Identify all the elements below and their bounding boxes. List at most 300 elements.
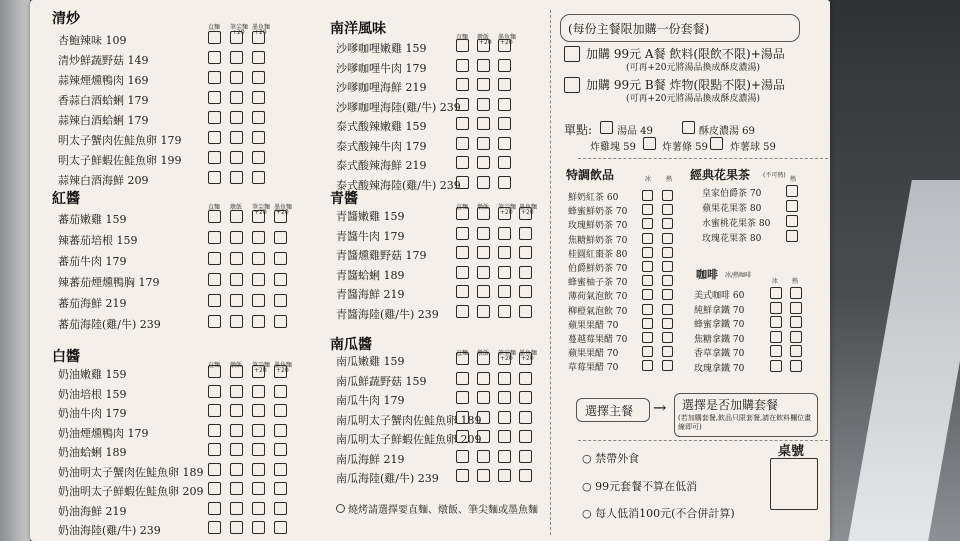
menu-item: 南瓜嫩雞 159 [336, 355, 405, 368]
item-checkbox[interactable] [252, 443, 265, 456]
item-checkbox[interactable] [208, 31, 221, 44]
item-checkbox[interactable] [230, 521, 243, 534]
menu-item: 青醬嫩雞 159 [336, 210, 405, 223]
column-header: 燉飯 [477, 204, 490, 211]
item-checkbox[interactable] [477, 98, 490, 111]
item-checkbox[interactable] [498, 39, 511, 52]
item-checkbox[interactable] [477, 391, 490, 404]
item-checkbox[interactable] [208, 443, 221, 456]
menu-item: 蕃茄海陸(雞/牛) 239 [58, 318, 161, 331]
item-checkbox[interactable] [456, 176, 469, 189]
item-checkbox[interactable] [477, 117, 490, 130]
item-checkbox[interactable] [230, 91, 243, 104]
drink-ice-checkbox[interactable] [642, 318, 653, 329]
item-checkbox[interactable] [208, 482, 221, 495]
item-checkbox[interactable] [252, 111, 265, 124]
drink-ice-checkbox[interactable] [642, 275, 653, 286]
item-checkbox[interactable] [456, 450, 469, 463]
item-checkbox[interactable] [456, 372, 469, 385]
drink-ice-checkbox[interactable] [642, 261, 653, 272]
drink-hot-checkbox[interactable] [662, 275, 673, 286]
drinks-title: 特調飲品 [566, 168, 615, 182]
footnote-circle-icon [336, 504, 345, 513]
item-checkbox[interactable] [230, 51, 243, 64]
menu-item: 南瓜明太子鮮蝦佐鮭魚卵 209 [336, 433, 482, 446]
item-checkbox[interactable] [208, 424, 221, 437]
item-checkbox[interactable] [498, 117, 511, 130]
coffee-ice-checkbox[interactable] [770, 287, 782, 299]
item-checkbox[interactable] [208, 273, 221, 286]
item-checkbox[interactable] [519, 391, 532, 404]
item-checkbox[interactable] [274, 315, 287, 328]
column-header-surcharge: +20 [521, 209, 534, 216]
coffee-ice-checkbox[interactable] [770, 316, 782, 328]
column-header-surcharge: +20 [254, 367, 267, 374]
item-checkbox[interactable] [208, 111, 221, 124]
coffee-ice-checkbox[interactable] [770, 345, 782, 357]
item-checkbox[interactable] [252, 521, 265, 534]
item-checkbox[interactable] [274, 463, 287, 476]
item-checkbox[interactable] [519, 450, 532, 463]
menu-item: 辣蕃茄煙燻鴨胸 179 [58, 276, 160, 289]
menu-item: 奶油海陸(雞/牛) 239 [58, 524, 161, 537]
single-pastry-soup-checkbox[interactable] [682, 121, 695, 134]
item-checkbox[interactable] [252, 385, 265, 398]
item-checkbox[interactable] [230, 231, 243, 244]
single-soup-checkbox[interactable] [600, 121, 613, 134]
item-checkbox[interactable] [498, 305, 511, 318]
menu-item: 蒜辣煙燻鴨肉 169 [58, 74, 149, 87]
item-checkbox[interactable] [208, 210, 221, 223]
coffee-hot-checkbox[interactable] [790, 345, 802, 357]
item-checkbox[interactable] [477, 411, 490, 424]
item-checkbox[interactable] [519, 372, 532, 385]
column-header: 直麵 [208, 362, 221, 369]
coffee-hot-checkbox[interactable] [790, 331, 802, 343]
item-checkbox[interactable] [252, 91, 265, 104]
item-checkbox[interactable] [252, 502, 265, 515]
item-checkbox[interactable] [519, 285, 532, 298]
tea-hot-checkbox[interactable] [786, 185, 798, 197]
menu-item: 青醬海陸(雞/牛) 239 [336, 307, 439, 321]
item-checkbox[interactable] [208, 91, 221, 104]
item-checkbox[interactable] [519, 469, 532, 482]
item-checkbox[interactable] [498, 372, 511, 385]
menu-item: 泰式酸辣海鮮 219 [336, 159, 427, 172]
drink-ice-checkbox[interactable] [642, 360, 653, 371]
item-checkbox[interactable] [498, 137, 511, 150]
tea-col-hot: 熱 [790, 176, 797, 183]
item-checkbox[interactable] [252, 424, 265, 437]
tea-hot-checkbox[interactable] [786, 200, 798, 212]
drink-ice-checkbox[interactable] [642, 204, 653, 215]
item-checkbox[interactable] [252, 273, 265, 286]
menu-item: 泰式酸辣牛肉 179 [336, 139, 427, 153]
item-checkbox[interactable] [274, 443, 287, 456]
item-checkbox[interactable] [498, 227, 511, 240]
item-checkbox[interactable] [456, 207, 469, 220]
drink-item: 玫瑰鮮奶茶 70 [568, 221, 628, 232]
menu-item: 香蒜白酒蛤蜊 179 [58, 94, 149, 107]
coffee-hot-checkbox[interactable] [790, 302, 802, 314]
menu-item: 奶油蛤蜊 189 [58, 446, 127, 459]
item-checkbox[interactable] [208, 171, 221, 184]
tea-item: 水蜜桃花果茶 80 [702, 219, 771, 229]
item-checkbox[interactable] [498, 469, 511, 482]
menu-item: 蕃茄海鮮 219 [58, 297, 127, 310]
item-checkbox[interactable] [230, 365, 243, 378]
coffee-hot-checkbox[interactable] [790, 316, 802, 328]
coffee-title: 咖啡 [696, 268, 718, 281]
item-checkbox[interactable] [252, 51, 265, 64]
step1-label: 選擇主餐 [585, 404, 634, 418]
column-header: 筆尖麵 [252, 204, 271, 211]
item-checkbox[interactable] [252, 315, 265, 328]
item-checkbox[interactable] [230, 482, 243, 495]
item-checkbox[interactable] [274, 502, 287, 515]
single-nuggets: 炸雞塊 59 [590, 142, 636, 153]
menu-item: 沙嗲咖哩海陸(雞/牛) 239 [336, 100, 461, 114]
item-checkbox[interactable] [519, 246, 532, 259]
item-checkbox[interactable] [498, 98, 511, 111]
item-checkbox[interactable] [498, 450, 511, 463]
item-checkbox[interactable] [230, 424, 243, 437]
column-header: 墨魚麵 [252, 24, 271, 31]
item-checkbox[interactable] [230, 171, 243, 184]
combo-b-label: 加購 99元 B餐 炸物(限點不限)+湯品 [586, 78, 785, 92]
item-checkbox[interactable] [230, 404, 243, 417]
drink-ice-checkbox[interactable] [642, 218, 653, 229]
item-checkbox[interactable] [208, 151, 221, 164]
item-checkbox[interactable] [456, 59, 469, 72]
item-checkbox[interactable] [252, 294, 265, 307]
item-checkbox[interactable] [456, 98, 469, 111]
item-checkbox[interactable] [498, 156, 511, 169]
item-checkbox[interactable] [477, 156, 490, 169]
column-header: 直麵 [456, 350, 469, 357]
item-checkbox[interactable] [252, 231, 265, 244]
item-checkbox[interactable] [208, 365, 221, 378]
item-checkbox[interactable] [274, 252, 287, 265]
drink-item: 伯爵鮮奶茶 70 [568, 264, 628, 274]
tea-item: 皇家伯爵茶 70 [702, 189, 762, 199]
item-checkbox[interactable] [274, 294, 287, 307]
item-checkbox[interactable] [274, 273, 287, 286]
item-checkbox[interactable] [477, 352, 490, 365]
item-checkbox[interactable] [274, 365, 287, 378]
item-checkbox[interactable] [230, 31, 243, 44]
item-checkbox[interactable] [230, 71, 243, 84]
tea-hot-checkbox[interactable] [786, 230, 798, 242]
note-no-outside-food: ○ 禁帶外食 [582, 452, 640, 465]
item-checkbox[interactable] [208, 131, 221, 144]
item-checkbox[interactable] [456, 352, 469, 365]
item-checkbox[interactable] [230, 463, 243, 476]
column-header: 燉飯 [230, 204, 243, 211]
item-checkbox[interactable] [498, 59, 511, 72]
coffee-item: 蜂蜜拿鐵 70 [694, 320, 745, 330]
background-right [820, 0, 960, 541]
drink-item: 蘋果果醋 70 [568, 320, 619, 331]
column-header: 墨魚麵 [519, 204, 538, 211]
menu-item: 泰式酸辣海陸(雞/牛) 239 [336, 178, 461, 192]
item-checkbox[interactable] [208, 294, 221, 307]
item-checkbox[interactable] [274, 482, 287, 495]
item-checkbox[interactable] [230, 131, 243, 144]
menu-item: 青醬牛肉 179 [336, 229, 405, 243]
coffee-ice-checkbox[interactable] [770, 302, 782, 314]
item-checkbox[interactable] [208, 463, 221, 476]
drink-item: 蘋果果醋 70 [568, 349, 619, 360]
drink-ice-checkbox[interactable] [642, 332, 653, 343]
section-title: 白醬 [52, 349, 80, 365]
item-checkbox[interactable] [456, 78, 469, 91]
item-checkbox[interactable] [498, 430, 511, 443]
item-checkbox[interactable] [498, 266, 511, 279]
item-checkbox[interactable] [519, 430, 532, 443]
item-checkbox[interactable] [519, 305, 532, 318]
single-fries-checkbox[interactable] [710, 137, 723, 150]
item-checkbox[interactable] [252, 151, 265, 164]
item-checkbox[interactable] [252, 210, 265, 223]
item-checkbox[interactable] [456, 39, 469, 52]
menu-item: 蒜辣白酒海鮮 209 [58, 174, 149, 187]
item-checkbox[interactable] [498, 176, 511, 189]
item-checkbox[interactable] [477, 39, 490, 52]
item-checkbox[interactable] [252, 404, 265, 417]
item-checkbox[interactable] [456, 305, 469, 318]
item-checkbox[interactable] [498, 207, 511, 220]
drink-ice-checkbox[interactable] [642, 190, 653, 201]
item-checkbox[interactable] [252, 71, 265, 84]
item-checkbox[interactable] [456, 469, 469, 482]
single-soup: 湯品 49 [617, 126, 653, 137]
item-checkbox[interactable] [477, 285, 490, 298]
item-checkbox[interactable] [274, 404, 287, 417]
drink-hot-checkbox[interactable] [662, 218, 673, 229]
drink-ice-checkbox[interactable] [642, 247, 653, 258]
item-checkbox[interactable] [477, 59, 490, 72]
combo-header: (每份主餐限加購一份套餐) [568, 22, 710, 36]
item-checkbox[interactable] [230, 273, 243, 286]
item-checkbox[interactable] [477, 430, 490, 443]
note-combo-not-count: ○ 99元套餐不算在低消 [582, 480, 698, 493]
drink-item: 蔓越莓果醋 70 [568, 335, 628, 345]
column-header: 直麵 [208, 24, 221, 31]
drink-hot-checkbox[interactable] [662, 247, 673, 258]
column-header: 直麵 [208, 204, 221, 211]
item-checkbox[interactable] [519, 352, 532, 365]
menu-item: 南瓜海陸(雞/牛) 239 [336, 472, 439, 485]
item-checkbox[interactable] [456, 411, 469, 424]
item-checkbox[interactable] [519, 266, 532, 279]
item-checkbox[interactable] [274, 210, 287, 223]
coffee-note: 冰/熱咖啡 [725, 272, 752, 279]
item-checkbox[interactable] [208, 385, 221, 398]
item-checkbox[interactable] [456, 285, 469, 298]
item-checkbox[interactable] [252, 131, 265, 144]
drink-ice-checkbox[interactable] [642, 304, 653, 315]
section-title: 清炒 [52, 11, 80, 27]
step2-note: (若加購套餐,飲品只限套餐,請在飲料欄位畫線即可) [678, 414, 812, 431]
column-header-surcharge: +20 [254, 209, 267, 216]
item-checkbox[interactable] [456, 156, 469, 169]
drink-hot-checkbox[interactable] [662, 332, 673, 343]
drink-ice-checkbox[interactable] [642, 289, 653, 300]
item-checkbox[interactable] [208, 404, 221, 417]
coffee-hot-checkbox[interactable] [790, 287, 802, 299]
tea-item: 玫瑰花果茶 80 [702, 234, 762, 244]
drink-item: 桂圓紅棗茶 80 [568, 249, 628, 260]
drink-ice-checkbox[interactable] [642, 233, 653, 244]
item-checkbox[interactable] [252, 365, 265, 378]
drink-item: 蜂蜜柚子茶 70 [568, 278, 628, 289]
drink-hot-checkbox[interactable] [662, 360, 673, 371]
column-header-surcharge: +20 [521, 355, 534, 362]
drink-hot-checkbox[interactable] [662, 346, 673, 357]
menu-item: 南瓜明太子蟹肉佐鮭魚卵 189 [336, 413, 482, 427]
section-title: 南瓜醬 [330, 337, 372, 353]
drinks-col-hot: 熱 [666, 176, 673, 183]
column-header-surcharge: +20 [479, 39, 492, 46]
item-checkbox[interactable] [477, 469, 490, 482]
drink-hot-checkbox[interactable] [662, 261, 673, 272]
coffee-ice-checkbox[interactable] [770, 360, 782, 372]
item-checkbox[interactable] [230, 210, 243, 223]
item-checkbox[interactable] [208, 315, 221, 328]
item-checkbox[interactable] [477, 78, 490, 91]
item-checkbox[interactable] [456, 117, 469, 130]
drink-item: 薄荷氣泡飲 70 [568, 292, 628, 303]
drink-hot-checkbox[interactable] [662, 204, 673, 215]
menu-item: 蒜辣白酒蛤蜊 179 [58, 114, 149, 127]
item-checkbox[interactable] [477, 137, 490, 150]
menu-item: 杏鮑辣味 109 [58, 34, 127, 47]
item-checkbox[interactable] [477, 227, 490, 240]
item-checkbox[interactable] [230, 443, 243, 456]
item-checkbox[interactable] [230, 111, 243, 124]
coffee-col-ice: 冰 [772, 278, 779, 285]
item-checkbox[interactable] [477, 266, 490, 279]
item-checkbox[interactable] [252, 31, 265, 44]
item-checkbox[interactable] [456, 266, 469, 279]
background-left [0, 0, 30, 541]
item-checkbox[interactable] [208, 521, 221, 534]
menu-item: 清炒鮮蔬野菇 149 [58, 54, 149, 67]
drink-hot-checkbox[interactable] [662, 318, 673, 329]
item-checkbox[interactable] [477, 207, 490, 220]
single-nuggets-checkbox[interactable] [643, 137, 656, 150]
column-header: 直麵 [456, 34, 469, 41]
tea-title: 經典花果茶 [690, 168, 751, 182]
drink-hot-checkbox[interactable] [662, 304, 673, 315]
drink-ice-checkbox[interactable] [642, 346, 653, 357]
item-checkbox[interactable] [274, 231, 287, 244]
section-title: 紅醬 [52, 191, 80, 207]
drink-item: 草莓果醋 70 [568, 363, 619, 374]
item-checkbox[interactable] [519, 227, 532, 240]
item-checkbox[interactable] [498, 246, 511, 259]
menu-item: 沙嗲咖哩海鮮 219 [336, 81, 427, 94]
menu-item: 南瓜牛肉 179 [336, 394, 405, 407]
combo-b-note: (可再+20元將湯品換成酥皮濃湯) [626, 94, 761, 104]
item-checkbox[interactable] [477, 176, 490, 189]
item-checkbox[interactable] [252, 252, 265, 265]
item-checkbox[interactable] [498, 78, 511, 91]
item-checkbox[interactable] [477, 450, 490, 463]
item-checkbox[interactable] [498, 285, 511, 298]
item-checkbox[interactable] [230, 151, 243, 164]
menu-item: 青醬海鮮 219 [336, 288, 405, 301]
item-checkbox[interactable] [208, 231, 221, 244]
column-divider [550, 10, 551, 535]
item-checkbox[interactable] [477, 305, 490, 318]
column-header-surcharge: +20 [500, 355, 513, 362]
coffee-ice-checkbox[interactable] [770, 331, 782, 343]
drink-hot-checkbox[interactable] [662, 289, 673, 300]
item-checkbox[interactable] [252, 171, 265, 184]
item-checkbox[interactable] [252, 482, 265, 495]
item-checkbox[interactable] [456, 227, 469, 240]
item-checkbox[interactable] [274, 521, 287, 534]
column-header-surcharge: +20 [276, 209, 289, 216]
menu-item: 青醬蛤蜊 189 [336, 268, 405, 282]
coffee-col-hot: 熱 [792, 278, 799, 285]
item-checkbox[interactable] [477, 246, 490, 259]
item-checkbox[interactable] [208, 71, 221, 84]
item-checkbox[interactable] [208, 51, 221, 64]
item-checkbox[interactable] [274, 385, 287, 398]
tea-hot-checkbox[interactable] [786, 215, 798, 227]
item-checkbox[interactable] [230, 315, 243, 328]
item-checkbox[interactable] [456, 246, 469, 259]
item-checkbox[interactable] [498, 352, 511, 365]
item-checkbox[interactable] [456, 391, 469, 404]
drink-hot-checkbox[interactable] [662, 190, 673, 201]
item-checkbox[interactable] [252, 463, 265, 476]
item-checkbox[interactable] [477, 372, 490, 385]
item-checkbox[interactable] [230, 502, 243, 515]
combo-a-checkbox[interactable] [564, 46, 580, 62]
column-header-surcharge: +20 [232, 29, 245, 36]
item-checkbox[interactable] [498, 391, 511, 404]
item-checkbox[interactable] [519, 207, 532, 220]
item-checkbox[interactable] [230, 294, 243, 307]
menu-item: 泰式酸辣嫩雞 159 [336, 120, 427, 133]
tea-item: 蘋果花果茶 80 [702, 204, 762, 214]
combo-divider [578, 158, 828, 159]
item-checkbox[interactable] [230, 385, 243, 398]
item-checkbox[interactable] [274, 424, 287, 437]
item-checkbox[interactable] [456, 430, 469, 443]
drink-hot-checkbox[interactable] [662, 233, 673, 244]
single-label: 單點: [564, 123, 593, 137]
item-checkbox[interactable] [519, 411, 532, 424]
column-header: 墨魚麵 [274, 204, 293, 211]
item-checkbox[interactable] [208, 502, 221, 515]
item-checkbox[interactable] [456, 137, 469, 150]
table-number-input[interactable] [770, 458, 818, 510]
item-checkbox[interactable] [498, 411, 511, 424]
column-header: 筆尖麵 [230, 24, 249, 31]
single-fries: 炸薯條 59 [662, 142, 708, 153]
item-checkbox[interactable] [230, 252, 243, 265]
item-checkbox[interactable] [208, 252, 221, 265]
menu-item: 沙嗲咖哩牛肉 179 [336, 61, 427, 75]
coffee-hot-checkbox[interactable] [790, 360, 802, 372]
single-pastry-soup: 酥皮濃湯 69 [699, 126, 755, 137]
combo-b-checkbox[interactable] [564, 77, 580, 93]
